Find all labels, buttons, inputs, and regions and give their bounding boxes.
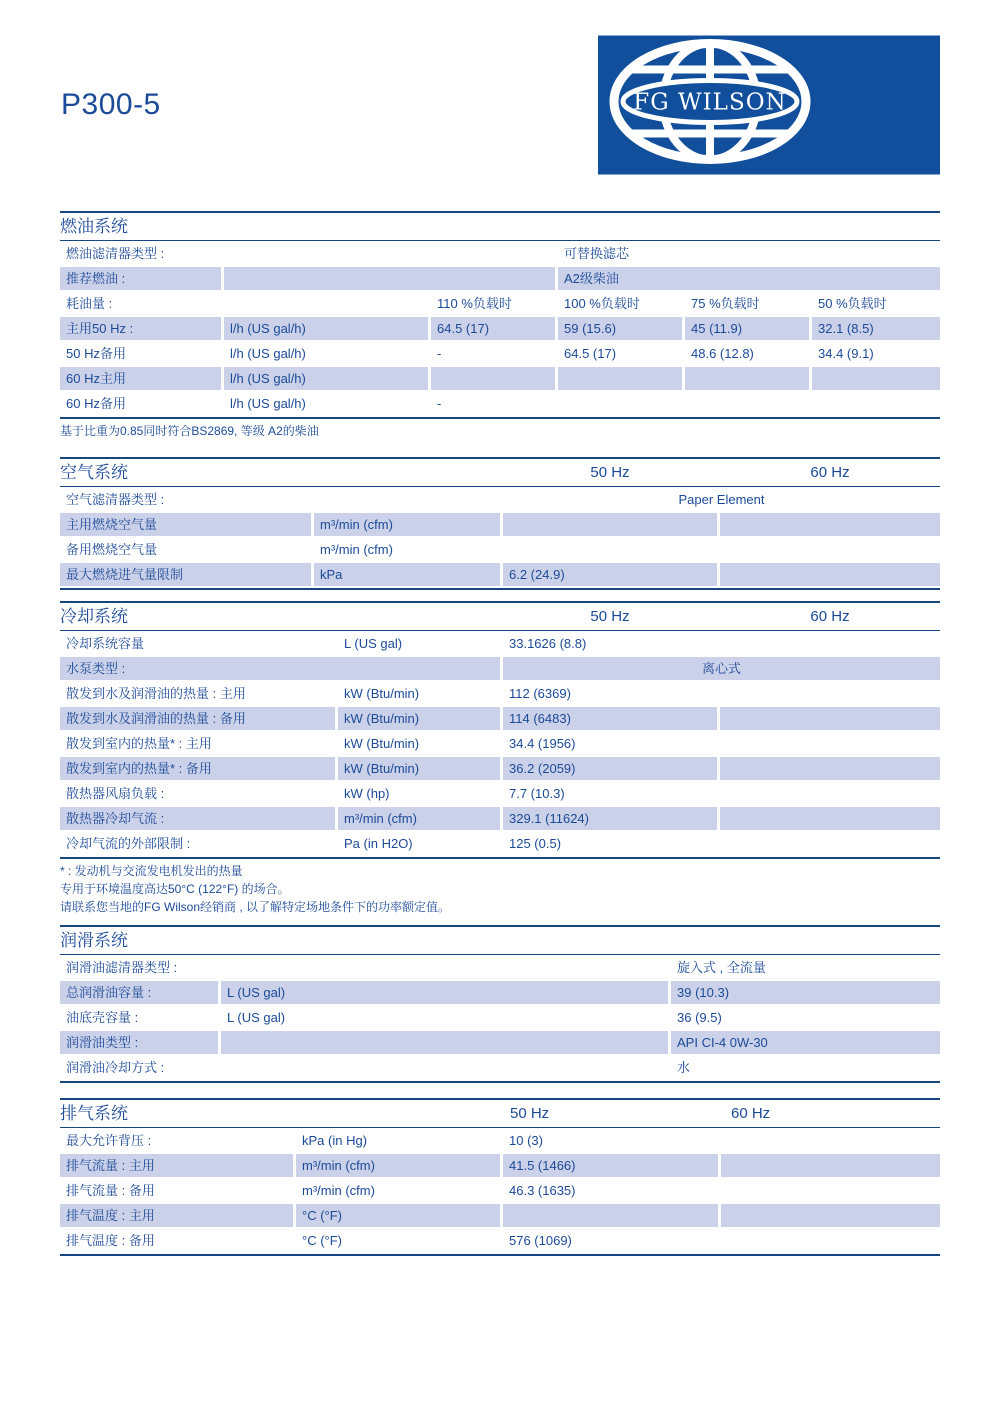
table-cell: l/h (US gal/h) [224, 317, 428, 340]
footnotes [60, 859, 940, 916]
table-cell [503, 1204, 718, 1227]
table-cell: 46.3 (1635) [509, 1183, 576, 1198]
section-title: 排气系统 [60, 1104, 128, 1123]
section-fuel [60, 211, 940, 440]
table-row [60, 317, 940, 340]
table-row [60, 1056, 940, 1079]
table-cell [503, 513, 717, 536]
table-cell: 60 Hz备用 [66, 396, 126, 411]
table-cell [720, 707, 940, 730]
section-title: 燃油系统 [60, 217, 128, 236]
table-cell: 48.6 (12.8) [691, 346, 754, 361]
table-cell: L (US gal) [344, 636, 403, 651]
table-row [60, 342, 940, 365]
table-cell: 64.5 (17) [431, 317, 555, 340]
table-cell: m³/min (cfm) [296, 1154, 500, 1177]
table-row [60, 488, 940, 511]
table-cell: 散发到室内的热量* : 主用 [66, 736, 212, 751]
table-cell [224, 292, 428, 315]
frequency-column-header: 50 Hz [590, 464, 630, 481]
table-cell [558, 367, 682, 390]
table-cell [720, 563, 940, 586]
table-cell: 60 Hz主用 [60, 367, 221, 390]
section-title: 润滑系统 [60, 931, 128, 950]
table-cell [720, 807, 940, 830]
table-cell: 水泵类型 : [60, 657, 500, 680]
table-cell: 6.2 (24.9) [503, 563, 717, 586]
table-cell [721, 1154, 940, 1177]
section-cooling [60, 601, 940, 916]
table-cell [812, 367, 940, 390]
table-cell: 329.1 (11624) [503, 807, 717, 830]
table-row [60, 807, 940, 830]
table-cell: 最大燃烧进气量限制 [60, 563, 311, 586]
table-cell: 39 (10.3) [671, 981, 940, 1004]
table-cell: 旋入式 , 全流量 [677, 960, 766, 975]
table-row [60, 757, 940, 780]
table-cell: 散热器冷却气流 : [60, 807, 335, 830]
table-cell [812, 392, 940, 415]
spec-sections [60, 211, 940, 1256]
table-cell: kW (Btu/min) [344, 686, 420, 701]
table-row [60, 732, 940, 755]
table-cell: °C (°F) [296, 1204, 500, 1227]
spec-table [60, 955, 940, 1083]
table-cell [721, 1179, 940, 1202]
table-cell: 100 %负载时 [564, 296, 640, 311]
section-header [60, 925, 940, 955]
table-cell [224, 267, 555, 290]
table-row [60, 632, 940, 655]
table-cell: 排气温度 : 主用 [60, 1204, 293, 1227]
table-row [60, 242, 940, 265]
table-cell: Paper Element [678, 492, 765, 507]
table-cell: 排气流量 : 备用 [66, 1183, 155, 1198]
globe-logo-icon [598, 34, 940, 176]
table-row [60, 707, 940, 730]
table-cell: kPa [314, 563, 500, 586]
table-cell [720, 632, 940, 655]
table-cell: l/h (US gal/h) [224, 367, 428, 390]
table-cell [720, 757, 940, 780]
table-row [60, 981, 940, 1004]
table-cell: 7.7 (10.3) [509, 786, 565, 801]
table-cell: 油底壳容量 : [66, 1010, 139, 1025]
frequency-column-header: 60 Hz [731, 1105, 771, 1122]
table-cell: 110 %负载时 [437, 296, 512, 311]
footnote-line: * : 发动机与交流发电机发出的热量 [60, 864, 243, 878]
table-cell [685, 392, 809, 415]
table-row [60, 682, 940, 705]
table-row [60, 292, 940, 315]
section-lubrication [60, 925, 940, 1083]
table-cell: kW (hp) [344, 786, 390, 801]
table-cell: l/h (US gal/h) [230, 396, 306, 411]
table-cell: 燃油滤清器类型 : [66, 246, 165, 261]
table-cell: API CI-4 0W-30 [671, 1031, 940, 1054]
table-cell: 水 [677, 1060, 691, 1075]
section-air [60, 457, 940, 590]
table-cell: 排气流量 : 主用 [60, 1154, 293, 1177]
table-cell: °C (°F) [302, 1233, 342, 1248]
spec-table [60, 631, 940, 859]
section-title: 冷却系统 [60, 607, 128, 626]
footnote-line: 基于比重为0.85同时符合BS2869, 等级 A2的柴油 [60, 424, 319, 438]
table-cell: 32.1 (8.5) [812, 317, 940, 340]
table-cell: 10 (3) [509, 1133, 543, 1148]
frequency-column-header: 60 Hz [810, 608, 850, 625]
table-row [60, 832, 940, 855]
table-cell: 可替换滤芯 [564, 246, 630, 261]
table-cell: 备用燃烧空气量 [66, 542, 158, 557]
table-cell: 34.4 (9.1) [818, 346, 874, 361]
table-cell [720, 832, 940, 855]
frequency-column-header: 50 Hz [510, 1105, 550, 1122]
table-cell: 冷却系统容量 [66, 636, 145, 651]
table-cell: kW (Btu/min) [344, 736, 420, 751]
frequency-column-header: 60 Hz [810, 464, 850, 481]
table-cell: 排气温度 : 备用 [66, 1233, 155, 1248]
table-cell: 耗油量 : [66, 296, 113, 311]
section-header [60, 211, 940, 241]
table-cell: - [437, 346, 442, 361]
table-cell: 36 (9.5) [677, 1010, 722, 1025]
table-cell [720, 782, 940, 805]
table-row [60, 513, 940, 536]
table-cell: 润滑油滤清器类型 : [66, 960, 178, 975]
model-title: P300-5 [61, 88, 161, 121]
table-cell: kPa (in Hg) [302, 1133, 368, 1148]
table-cell: 润滑油冷却方式 : [66, 1060, 165, 1075]
table-cell: 41.5 (1466) [503, 1154, 718, 1177]
table-cell: 主用燃烧空气量 [60, 513, 311, 536]
table-cell: 75 %负载时 [691, 296, 760, 311]
table-cell: 33.1626 (8.8) [509, 636, 587, 651]
frequency-column-header: 50 Hz [590, 608, 630, 625]
table-cell: L (US gal) [221, 981, 668, 1004]
table-cell: l/h (US gal/h) [230, 346, 306, 361]
table-cell: 总润滑油容量 : [60, 981, 218, 1004]
table-row [60, 1179, 940, 1202]
table-cell: 散发到室内的热量* : 备用 [60, 757, 335, 780]
table-cell: m³/min (cfm) [302, 1183, 375, 1198]
spec-table [60, 241, 940, 419]
table-row [60, 367, 940, 390]
table-row [60, 782, 940, 805]
table-cell [721, 1129, 940, 1152]
table-cell: 36.2 (2059) [503, 757, 717, 780]
table-cell [721, 1204, 940, 1227]
table-cell [431, 367, 555, 390]
table-cell: 离心式 [503, 657, 940, 680]
section-title: 空气系统 [60, 463, 128, 482]
table-row [60, 956, 940, 979]
section-header [60, 1098, 940, 1128]
table-cell [720, 513, 940, 536]
section-header [60, 601, 940, 631]
table-cell: - [437, 396, 442, 411]
section-exhaust [60, 1098, 940, 1256]
table-cell: m³/min (cfm) [320, 542, 393, 557]
table-cell [720, 538, 940, 561]
table-cell: 59 (15.6) [558, 317, 682, 340]
table-row [60, 657, 940, 680]
table-cell: 112 (6369) [509, 686, 571, 701]
table-cell: 50 %负载时 [818, 296, 887, 311]
table-cell: m³/min (cfm) [314, 513, 500, 536]
table-cell: 114 (6483) [503, 707, 717, 730]
table-cell: 散发到水及润滑油的热量 : 主用 [66, 686, 246, 701]
table-cell [721, 1229, 940, 1252]
table-row [60, 392, 940, 415]
spec-table [60, 487, 940, 590]
table-cell: A2级柴油 [558, 267, 940, 290]
spec-table [60, 1128, 940, 1256]
table-cell [720, 732, 940, 755]
footnote-line: 请联系您当地的FG Wilson经销商 , 以了解特定场地条件下的功率额定值。 [60, 900, 451, 914]
logo-text: FG WILSON [633, 89, 787, 116]
table-cell: 推荐燃油 : [60, 267, 221, 290]
table-cell: m³/min (cfm) [338, 807, 500, 830]
table-cell [685, 367, 809, 390]
table-row [60, 1006, 940, 1029]
table-row [60, 1204, 940, 1227]
table-row [60, 1229, 940, 1252]
table-cell: 冷却气流的外部限制 : [66, 836, 191, 851]
footnote-line: 专用于环境温度高达50°C (122°F) 的场合。 [60, 882, 290, 896]
table-row [60, 538, 940, 561]
table-row [60, 1031, 940, 1054]
table-cell [221, 1031, 668, 1054]
table-cell: L (US gal) [227, 1010, 286, 1025]
fg-wilson-logo [598, 34, 940, 176]
table-row [60, 267, 940, 290]
table-cell: 64.5 (17) [564, 346, 617, 361]
table-cell [558, 392, 682, 415]
section-header [60, 457, 940, 487]
table-cell: 润滑油类型 : [60, 1031, 218, 1054]
table-cell: 45 (11.9) [685, 317, 809, 340]
table-cell: 576 (1069) [509, 1233, 572, 1248]
footnotes [60, 419, 940, 440]
table-row [60, 1154, 940, 1177]
table-cell: 空气滤清器类型 : [66, 492, 165, 507]
table-cell: 散热器风扇负载 : [66, 786, 165, 801]
table-cell: 散发到水及润滑油的热量 : 备用 [60, 707, 335, 730]
table-row [60, 563, 940, 586]
table-cell: 50 Hz备用 [66, 346, 126, 361]
table-row [60, 1129, 940, 1152]
table-cell: kW (Btu/min) [338, 707, 500, 730]
table-cell: Pa (in H2O) [344, 836, 413, 851]
table-cell: kW (Btu/min) [338, 757, 500, 780]
table-cell: 最大允许背压 : [66, 1133, 152, 1148]
table-cell: 34.4 (1956) [509, 736, 576, 751]
table-cell: 主用50 Hz : [60, 317, 221, 340]
table-cell [720, 682, 940, 705]
table-cell [503, 538, 717, 561]
table-cell: 125 (0.5) [509, 836, 562, 851]
